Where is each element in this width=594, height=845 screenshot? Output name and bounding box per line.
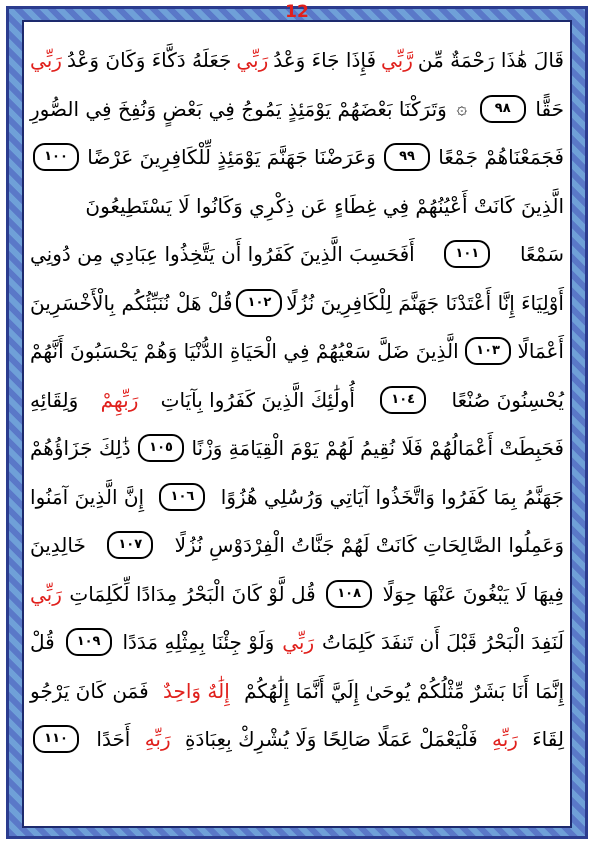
verse-text: خَالِدِينَ xyxy=(30,533,86,558)
verse-text: فَمَن كَانَ يَرْجُو xyxy=(30,678,149,703)
verse-line xyxy=(30,36,564,85)
verse-text: أُولَٰئِكَ الَّذِينَ كَفَرُوا بِآيَاتِ xyxy=(160,387,355,412)
ayah-number-marker: ١٠٢ xyxy=(236,289,282,317)
verse-line xyxy=(30,182,564,231)
verse-text: وَلَوْ جِئْنَا بِمِثْلِهِ مَدَدًا xyxy=(122,630,275,655)
verse-line xyxy=(30,618,564,667)
ayah-number-marker: ١٠٧ xyxy=(107,531,153,559)
verse-text: جَعَلَهُ دَكَّاءَ وَكَانَ وَعْدُ xyxy=(66,48,232,73)
ayah-number-marker: ١٠٨ xyxy=(326,580,372,608)
ayah-number-marker: ١٠٦ xyxy=(159,483,205,511)
verse-text: فِيهَا لَا يَبْغُونَ عَنْهَا حِوَلًا xyxy=(382,581,564,606)
ayah-number-marker: ١٠٥ xyxy=(138,434,184,462)
verse-text: أَوْلِيَاءَ إِنَّا أَعْتَدْنَا جَهَنَّمَ لِلْكَافِرِينَ نُزُلًا xyxy=(286,290,564,315)
verse-line xyxy=(30,85,564,134)
highlighted-word: رَبِّهِمْ xyxy=(100,387,139,412)
highlighted-word: رَبِّهِ xyxy=(144,727,171,752)
verse-text: إِنَّمَا أَنَا بَشَرٌ مِّثْلُكُمْ يُوحَىٰ إِلَيَّ أَنَّمَا إِلَٰهُكُمْ xyxy=(244,678,564,703)
verse-text: لِقَاءَ xyxy=(532,727,564,752)
verse-text: قُلْ xyxy=(30,630,55,655)
ayah-number-marker: ٩٩ xyxy=(384,143,430,171)
verse-text: وَتَرَكْنَا بَعْضَهُمْ يَوْمَئِذٍ يَمُوجُ فِي بَعْضٍ وَنُفِخَ فِي الصُّورِ xyxy=(30,96,447,121)
verse-text: أَفَحَسِبَ الَّذِينَ كَفَرُوا أَن يَتَّخِذُوا عِبَادِي مِن دُونِي xyxy=(30,242,415,267)
verse-text: فَإِذَا جَاءَ وَعْدُ xyxy=(273,48,377,73)
highlighted-word: رَّبِّي xyxy=(381,48,413,73)
verse-line xyxy=(30,570,564,619)
highlighted-word: رَبِّي xyxy=(282,630,315,655)
verse-text: فَجَمَعْنَاهُمْ جَمْعًا xyxy=(438,145,564,170)
verse-line xyxy=(30,133,564,182)
ayah-number-marker: ١٠٣ xyxy=(465,337,511,365)
ayah-number-marker: ١٠٠ xyxy=(33,143,79,171)
verse-line xyxy=(30,667,564,716)
hizb-star-icon: ۞ xyxy=(456,98,468,120)
verse-text: قَالَ هَٰذَا رَحْمَةٌ مِّن xyxy=(417,48,564,73)
verse-text: سَمْعًا xyxy=(519,242,564,267)
ayah-number-marker: ٩٨ xyxy=(480,95,526,123)
highlighted-word: رَبِّهِ xyxy=(492,727,518,752)
verse-text: الَّذِينَ ضَلَّ سَعْيُهُمْ فِي الْحَيَاةِ الدُّنْيَا وَهُمْ يَحْسَبُونَ أَنَّهُمْ xyxy=(30,339,459,364)
verse-text: وَلِقَائِهِ xyxy=(30,387,79,412)
verse-line xyxy=(30,521,564,570)
verse-line xyxy=(30,279,564,328)
highlighted-word: إِلَٰهٌ وَاحِدٌ xyxy=(162,678,230,703)
highlighted-word: رَبِّي xyxy=(30,48,62,73)
verse-line xyxy=(30,473,564,522)
verse-text: فَحَبِطَتْ أَعْمَالُهُمْ فَلَا نُقِيمُ لَهُمْ يَوْمَ الْقِيَامَةِ وَزْنًا xyxy=(191,436,564,461)
verse-text: إِنَّ الَّذِينَ آمَنُوا xyxy=(30,484,145,509)
verse-text: الَّذِينَ كَانَتْ أَعْيُنُهُمْ فِي غِطَاءٍ عَن ذِكْرِي وَكَانُوا لَا يَسْتَطِيعُونَ xyxy=(85,193,564,218)
ayah-number-marker: ١٠٤ xyxy=(380,386,426,414)
verse-text: جَهَنَّمُ بِمَا كَفَرُوا وَاتَّخَذُوا آيَاتِي وَرُسُلِي هُزُوًا xyxy=(220,484,564,509)
verse-lines xyxy=(30,36,564,764)
verse-text: فَلْيَعْمَلْ عَمَلًا صَالِحًا وَلَا يُشْرِكْ بِعِبَادَةِ xyxy=(184,727,478,752)
verse-line xyxy=(30,424,564,473)
verse-line xyxy=(30,715,564,764)
verse-text: قُل لَّوْ كَانَ الْبَحْرُ مِدَادًا لِّكَلِمَاتِ xyxy=(69,581,316,606)
verse-text: أَحَدًا xyxy=(96,727,131,752)
verse-text: قُلْ هَلْ نُنَبِّئُكُم بِالْأَخْسَرِينَ xyxy=(30,290,233,315)
verse-text: وَعَرَضْنَا جَهَنَّمَ يَوْمَئِذٍ لِّلْكَافِرِينَ عَرْضًا xyxy=(87,145,376,170)
verse-line xyxy=(30,327,564,376)
verse-text: ذَٰلِكَ جَزَاؤُهُمْ xyxy=(30,436,131,461)
ayah-number-marker: ١١٠ xyxy=(33,725,79,753)
highlighted-word: رَبِّي xyxy=(236,48,269,73)
verse-text: حَقًّا xyxy=(535,96,564,121)
verse-text: أَعْمَالًا xyxy=(517,339,564,364)
ayah-number-marker: ١٠١ xyxy=(444,240,490,268)
verse-line xyxy=(30,376,564,425)
page-number: 12 xyxy=(285,2,309,22)
verse-line xyxy=(30,230,564,279)
verse-text: يُحْسِنُونَ صُنْعًا xyxy=(451,387,564,412)
verse-text: لَنَفِدَ الْبَحْرُ قَبْلَ أَن تَنفَدَ كَلِمَاتُ xyxy=(322,630,564,655)
highlighted-word: رَبِّي xyxy=(30,581,62,606)
ayah-number-marker: ١٠٩ xyxy=(66,628,112,656)
verse-text: وَعَمِلُوا الصَّالِحَاتِ كَانَتْ لَهُمْ جَنَّاتُ الْفِرْدَوْسِ نُزُلًا xyxy=(174,533,564,558)
